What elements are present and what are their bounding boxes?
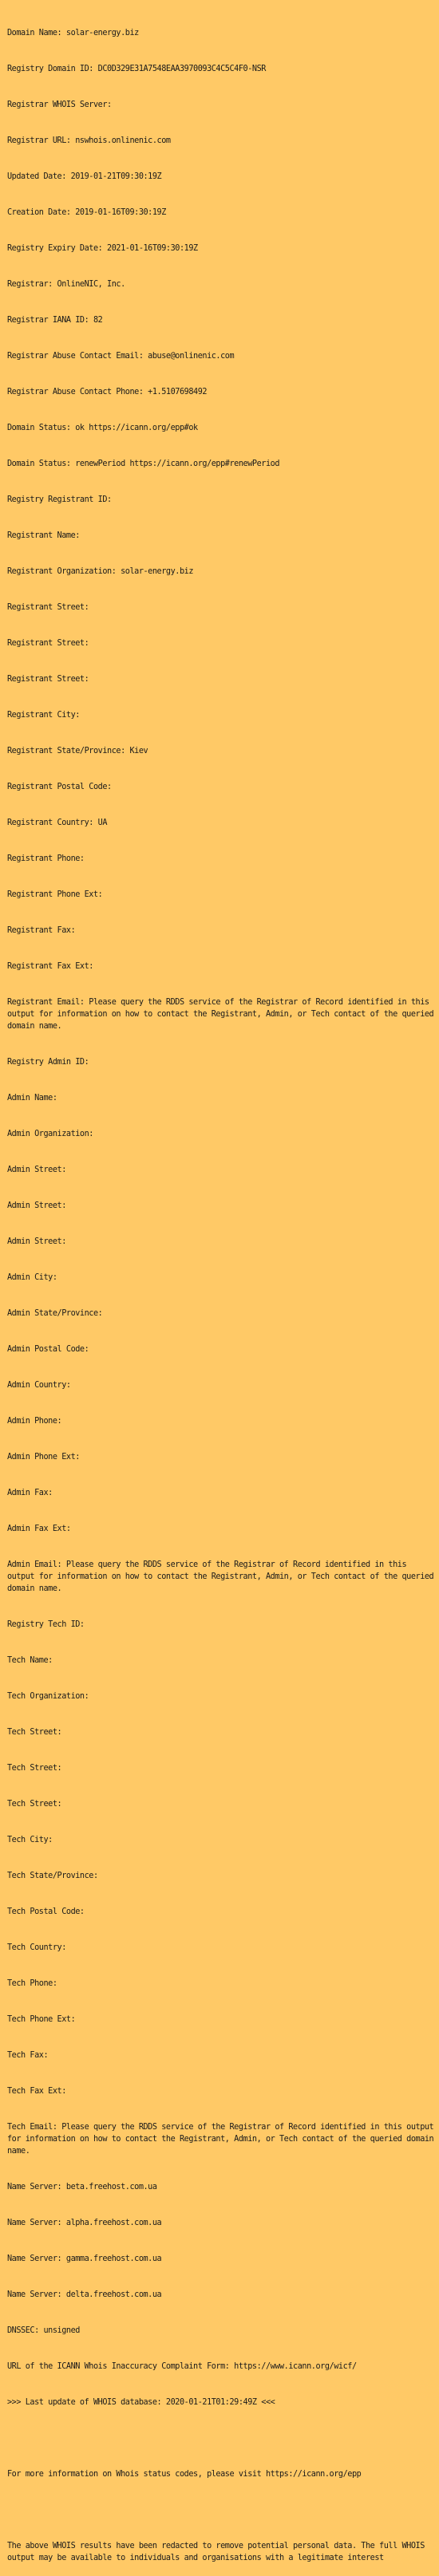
whois-line: Registrar IANA ID: 82	[7, 316, 103, 325]
whois-line: Admin City:	[7, 1273, 57, 1282]
whois-line: Domain Status: ok https://icann.org/epp#ok	[7, 424, 198, 432]
whois-line: Admin Name:	[7, 1094, 57, 1103]
whois-line: Registrant Street:	[7, 603, 89, 612]
whois-line: Admin Phone Ext:	[7, 1453, 80, 1462]
whois-line: Admin Street:	[7, 1237, 66, 1246]
whois-line: Tech Fax Ext:	[7, 2087, 66, 2096]
whois-line: Tech Organization:	[7, 1692, 89, 1701]
whois-line: Registry Domain ID: DC0D329E31A7548EAA3970093C4C5C4F0-NSR	[7, 65, 266, 73]
whois-line: Registrar Abuse Contact Email: abuse@onlinenic.com	[7, 352, 235, 361]
whois-line: Name Server: gamma.freehost.com.ua	[7, 2254, 162, 2263]
whois-line: Tech Street:	[7, 1764, 62, 1773]
whois-line: Registrant State/Province: Kiev	[7, 747, 148, 755]
whois-line: Domain Status: renewPeriod https://icann.org/epp#renewPeriod	[7, 460, 280, 468]
whois-line: Tech Postal Code:	[7, 1907, 85, 1916]
whois-line: Admin Fax:	[7, 1489, 53, 1497]
whois-line: Registry Tech ID:	[7, 1620, 85, 1629]
whois-line: Admin Street:	[7, 1166, 66, 1174]
whois-line: Registrant Postal Code:	[7, 783, 112, 791]
whois-line: Creation Date: 2019-01-16T09:30:19Z	[7, 208, 166, 217]
whois-line: Admin Postal Code:	[7, 1345, 89, 1354]
whois-line: Admin Email: Please query the RDDS service of the Registrar of Record identified in this output for information on how to contact the Registrant, Admin, or Tech contact of the queried domain name.	[7, 1560, 438, 1593]
whois-line: Admin State/Province:	[7, 1309, 103, 1318]
whois-line: Registrant Email: Please query the RDDS service of the Registrar of Record identified in this output for information on how to contact the Registrant, Admin, or Tech contact of the queried domain name.	[7, 998, 438, 1031]
whois-line: Admin Phone:	[7, 1417, 62, 1426]
whois-line: Registrant City:	[7, 711, 80, 720]
whois-line: Tech State/Province:	[7, 1872, 98, 1880]
whois-line: Name Server: delta.freehost.com.ua	[7, 2290, 162, 2299]
whois-line: Domain Name: solar-energy.biz	[7, 29, 139, 37]
whois-line	[7, 2504, 434, 2516]
whois-line: Registrant Phone Ext:	[7, 890, 103, 899]
whois-line: URL of the ICANN Whois Inaccuracy Complaint Form: https://www.icann.org/wicf/	[7, 2362, 357, 2371]
whois-line: Registrant Name:	[7, 531, 80, 540]
whois-line: Registrant Street:	[7, 675, 89, 684]
whois-line: Tech Phone:	[7, 1979, 57, 1988]
whois-line: The above WHOIS results have been redacted to remove potential personal data. The full WHOIS output may be available to individuals and organisations with a legitimate interest	[7, 2542, 429, 2562]
whois-line: Registrar: OnlineNIC, Inc.	[7, 280, 125, 289]
whois-line: Tech Street:	[7, 1800, 62, 1809]
whois-line: Registrant Phone:	[7, 854, 85, 863]
whois-line: Tech Fax:	[7, 2051, 49, 2060]
whois-line: For more information on Whois status codes, please visit https://icann.org/epp	[7, 2470, 362, 2479]
whois-line: Registrar URL: nswhois.onlinenic.com	[7, 136, 171, 145]
whois-line: Registrar Abuse Contact Phone: +1.5107698492	[7, 388, 208, 396]
whois-line: Tech Street:	[7, 1728, 62, 1737]
whois-line: Registrant Country: UA	[7, 819, 108, 827]
whois-line: Tech Country:	[7, 1943, 66, 1952]
whois-line: >>> Last update of WHOIS database: 2020-01-21T01:29:49Z <<<	[7, 2398, 275, 2407]
whois-line: Registry Expiry Date: 2021-01-16T09:30:19Z	[7, 244, 198, 253]
whois-line: Tech Name:	[7, 1656, 53, 1665]
whois-line: Registrant Organization: solar-energy.biz	[7, 567, 194, 576]
whois-line: Registry Registrant ID:	[7, 495, 112, 504]
whois-line	[7, 2432, 434, 2444]
whois-line: Registrant Street:	[7, 639, 89, 648]
whois-line: Registrant Fax Ext:	[7, 962, 93, 971]
whois-line: Admin Country:	[7, 1381, 71, 1390]
whois-line: Tech Email: Please query the RDDS service of the Registrar of Record identified in this output for information on how to contact the Registrant, Admin, or Tech contact of the queried domain name.	[7, 2123, 438, 2156]
whois-line: Registrar WHOIS Server:	[7, 101, 112, 109]
whois-line: Name Server: beta.freehost.com.ua	[7, 2183, 157, 2191]
whois-line: Registry Admin ID:	[7, 1058, 89, 1067]
whois-line: Registrant Fax:	[7, 926, 76, 935]
whois-line: Admin Fax Ext:	[7, 1525, 71, 1533]
whois-line: Admin Street:	[7, 1201, 66, 1210]
whois-line: Tech City:	[7, 1836, 53, 1844]
whois-line: Name Server: alpha.freehost.com.ua	[7, 2219, 162, 2227]
whois-line: DNSSEC: unsigned	[7, 2326, 80, 2335]
whois-line: Tech Phone Ext:	[7, 2015, 76, 2024]
whois-line: Updated Date: 2019-01-21T09:30:19Z	[7, 172, 162, 181]
whois-line: Admin Organization:	[7, 1130, 93, 1138]
